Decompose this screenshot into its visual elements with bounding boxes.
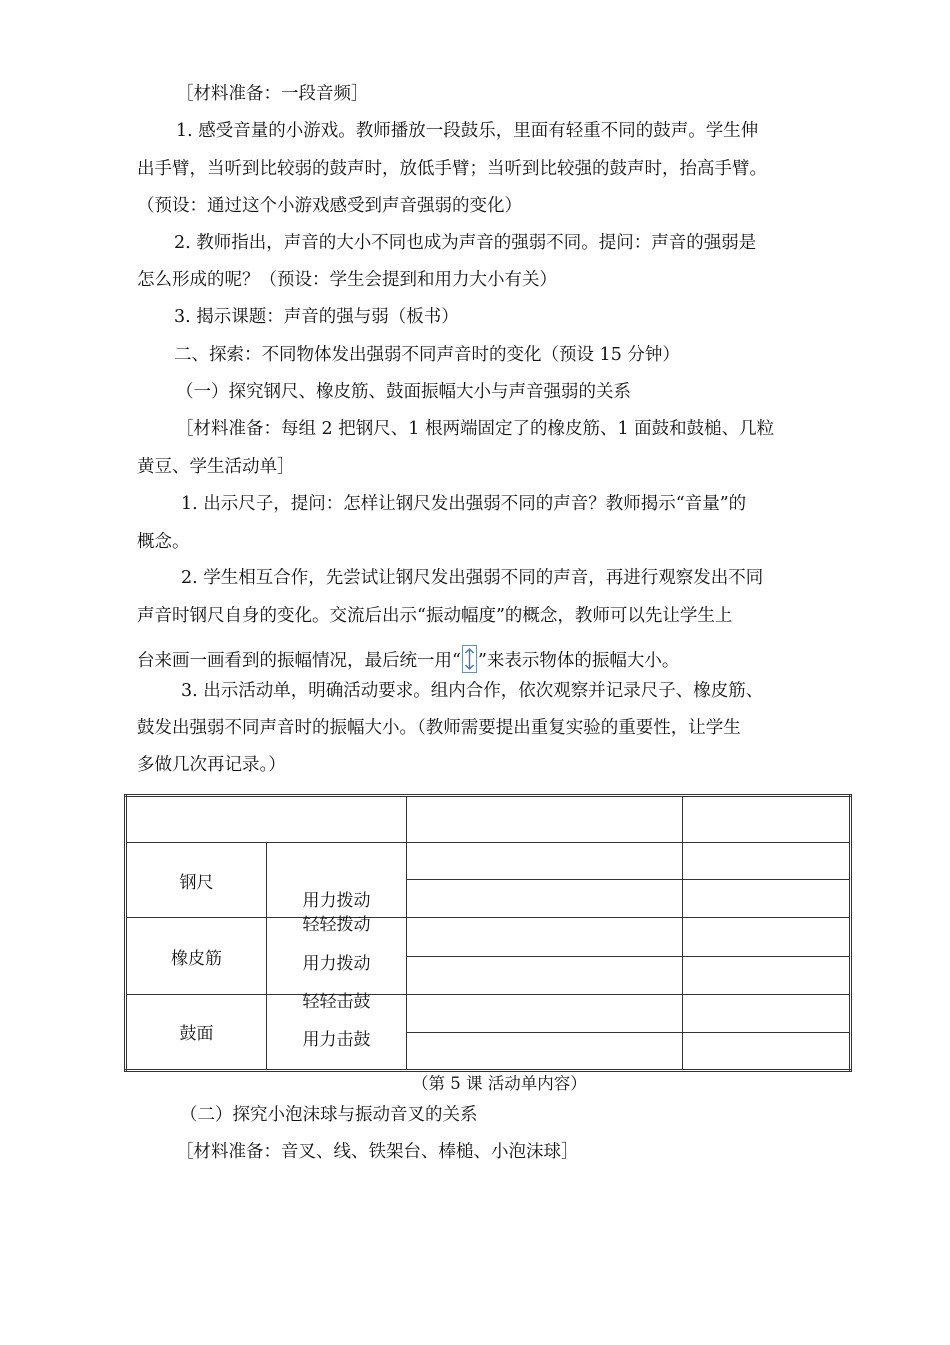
subsection-heading-1: （一）探究钢尺、橡皮筋、鼓面振幅大小与声音强弱的关系 (176, 382, 631, 402)
subsection-heading-2: （二）探究小泡沫球与振动音叉的关系 (180, 1105, 478, 1125)
table-record-cell[interactable] (407, 918, 683, 956)
activity-table (124, 794, 852, 1072)
paragraph-ruler-line1: 1. 出示尺子，提问：怎样让钢尺发出强弱不同的声音？教师揭示“音量”的 (181, 494, 747, 514)
table-record-cell[interactable] (407, 956, 683, 994)
paragraph-cooperate-line1: 2. 学生相互合作，先尝试让钢尺发出强弱不同的声音，再进行观察发出不同 (181, 568, 764, 588)
action-label: 轻轻击鼓 (302, 991, 371, 1012)
paragraph-activity-line2: 鼓发出强弱不同声音时的振幅大小。（教师需要提出重复实验的重要性，让学生 (137, 718, 741, 738)
table-action-cell (267, 991, 407, 1070)
table-action-cell (267, 915, 407, 994)
table-header-cell (126, 796, 407, 843)
action-label: 用力拨动 (302, 891, 371, 912)
table-header-cell (407, 796, 683, 843)
paragraph-game-line1: 1. 感受音量的小游戏。教师播放一段鼓乐，里面有轻重不同的鼓声。学生伸 (176, 121, 759, 141)
paragraph-teacher-line2: 怎么形成的呢？（预设：学生会提到和用力大小有关） (137, 270, 557, 290)
table-header-cell (683, 796, 851, 843)
paragraph-topic: 3. 揭示课题：声音的强与弱（板书） (174, 307, 459, 327)
table-row (126, 994, 851, 1032)
table-caption: （第 5 课 活动单内容） (412, 1074, 587, 1093)
table-object-cell: 鼓面 (126, 994, 267, 1070)
section-heading-explore: 二、探索：不同物体发出强弱不同声音时的变化（预设 15 分钟） (174, 345, 680, 365)
paragraph-ruler-line2: 概念。 (137, 532, 190, 552)
paragraph-cooperate-line2: 声音时钢尺自身的变化。交流后出示“振动幅度”的概念，教师可以先让学生上 (137, 606, 733, 626)
table-record-cell[interactable] (407, 843, 683, 880)
action-label: 用力拨动 (302, 954, 371, 975)
paragraph-materials-line1: ［材料准备：每组 2 把钢尺、1 根两端固定了的橡皮筋、1 面鼓和鼓槌、几粒 (176, 419, 775, 439)
table-record-cell[interactable] (683, 918, 851, 956)
table-record-cell[interactable] (407, 994, 683, 1032)
action-label: 轻轻拨动 (302, 915, 371, 936)
table-record-cell[interactable] (407, 880, 683, 918)
table-record-cell[interactable] (683, 956, 851, 994)
paragraph-materials-audio: ［材料准备：一段音频］ (176, 84, 369, 104)
table-object-cell: 钢尺 (126, 843, 267, 918)
table-record-cell[interactable] (683, 1032, 851, 1070)
table-row (126, 843, 851, 880)
table-object-cell: 橡皮筋 (126, 918, 267, 994)
table-record-cell[interactable] (683, 880, 851, 918)
table-record-cell[interactable] (683, 994, 851, 1032)
table-row (126, 918, 851, 956)
paragraph-cooperate-line3-before: 台来画一画看到的振幅情况，最后统一用“ (137, 651, 461, 671)
double-arrow-icon (462, 645, 477, 673)
paragraph-cooperate-line3-after: ”来表示物体的振幅大小。 (477, 651, 680, 671)
table-record-cell[interactable] (407, 1032, 683, 1070)
table-action-cell (267, 843, 407, 918)
paragraph-teacher-line1: 2. 教师指出，声音的大小不同也成为声音的强弱不同。提问：声音的强弱是 (174, 233, 757, 253)
paragraph-game-line2: 出手臂，当听到比较弱的鼓声时，放低手臂；当听到比较强的鼓声时，抬高手臂。 (137, 159, 767, 179)
paragraph-activity-line3: 多做几次再记录。） (137, 755, 286, 775)
paragraph-game-line3: （预设：通过这个小游戏感受到声音强弱的变化） (137, 196, 522, 216)
paragraph-cooperate-line3 (137, 645, 679, 673)
paragraph-materials-tuningfork: ［材料准备：音叉、线、铁架台、棒槌、小泡沫球］ (176, 1142, 579, 1162)
paragraph-materials-line2: 黄豆、学生活动单］ (137, 457, 295, 477)
action-label: 用力击鼓 (302, 1029, 371, 1050)
paragraph-activity-line1: 3. 出示活动单，明确活动要求。组内合作，依次观察并记录尺子、橡皮筋、 (181, 681, 764, 701)
table-header-row (126, 796, 851, 843)
table-record-cell[interactable] (683, 843, 851, 880)
